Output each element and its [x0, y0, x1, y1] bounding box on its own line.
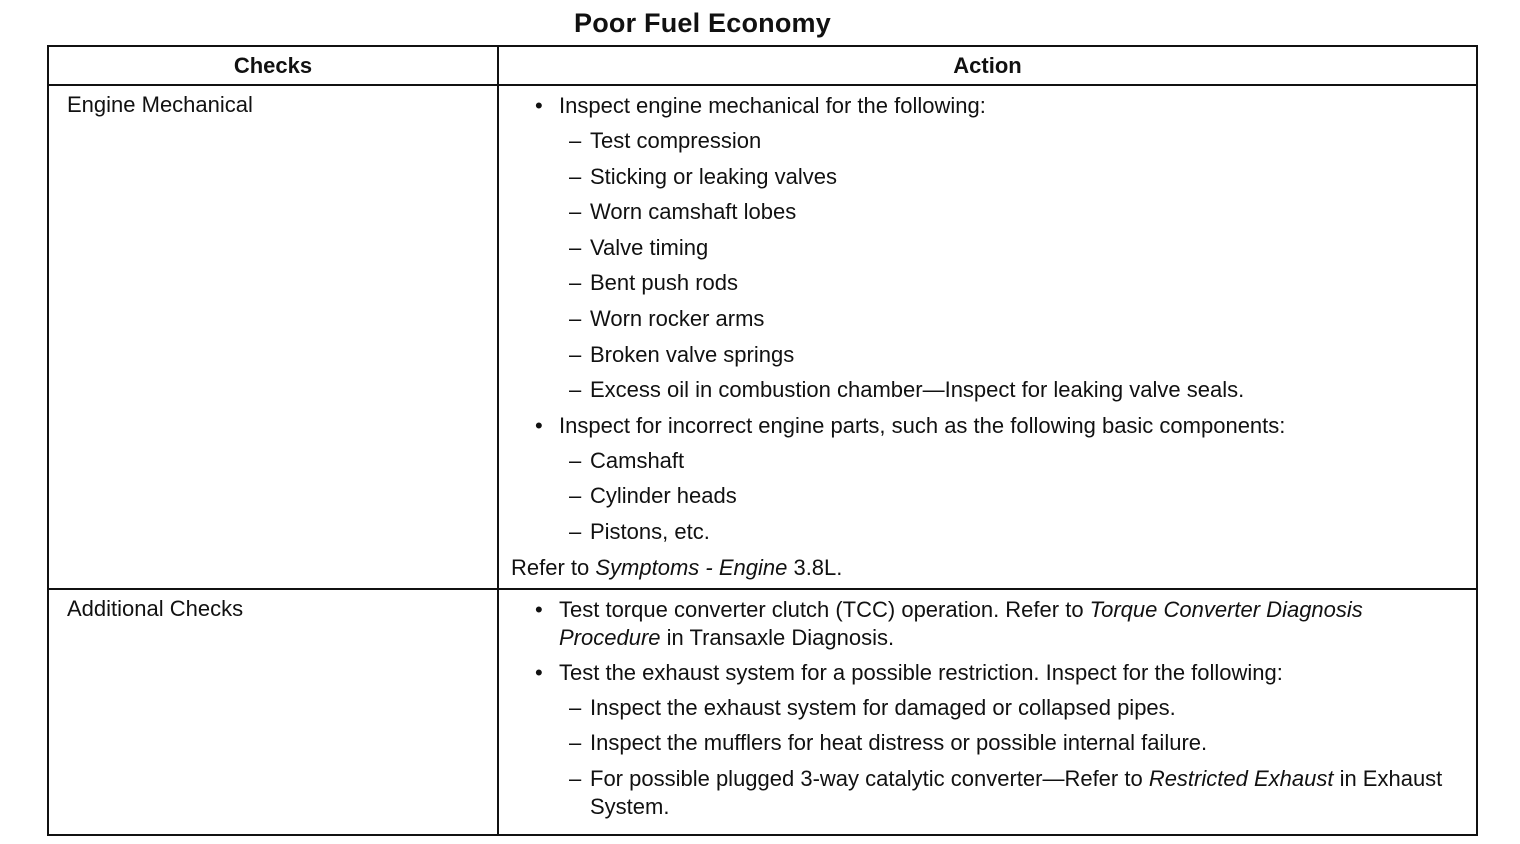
restricted-exhaust-reference: Restricted Exhaust — [1148, 765, 1334, 791]
check-cell — [48, 589, 498, 836]
tcc-diagnosis-reference: Torque Converter Diagnosis Procedure — [559, 596, 1363, 650]
action-sub-item: – Bent push rods — [511, 269, 1456, 297]
action-bullet: • Test the exhaust system for a possible restriction. Inspect for the following: — [511, 659, 1456, 687]
action-sub-item: – Sticking or leaking valves — [511, 163, 1456, 191]
checks-column-header: Checks — [48, 46, 498, 85]
catalytic-converter-text: For possible plugged 3-way catalytic converter—Refer to — [590, 765, 1149, 791]
action-cell — [498, 589, 1477, 836]
action-sub-item: – Worn rocker arms — [511, 305, 1456, 333]
action-column-header: Action — [498, 46, 1477, 85]
refer-suffix: 3.8L. — [787, 554, 843, 580]
table-row — [48, 589, 1477, 836]
refer-note — [511, 554, 1456, 582]
action-sub-item: – Inspect the mufflers for heat distress or possible internal failure. — [511, 729, 1456, 757]
catalytic-converter-suffix: in Exhaust System. — [590, 765, 1455, 819]
check-label: Engine Mechanical — [67, 92, 253, 117]
tcc-test-suffix: in Transaxle Diagnosis. — [660, 624, 895, 650]
action-bullet — [511, 596, 1456, 652]
action-sub-item: – Pistons, etc. — [511, 518, 1456, 546]
action-sub-item: – Cylinder heads — [511, 482, 1456, 510]
table-header-row — [48, 46, 1477, 85]
diagnosis-table — [47, 45, 1478, 836]
action-sub-item: – Worn camshaft lobes — [511, 198, 1456, 226]
action-sub-item: – Broken valve springs — [511, 341, 1456, 369]
action-sub-item: – Valve timing — [511, 234, 1456, 262]
check-cell — [48, 85, 498, 589]
page-title: Poor Fuel Economy — [574, 8, 831, 38]
symptoms-engine-reference: Symptoms - Engine — [595, 554, 788, 580]
table-row — [48, 85, 1477, 589]
action-cell — [498, 85, 1477, 589]
action-bullet: • Inspect for incorrect engine parts, such as the following basic components: — [511, 412, 1456, 440]
action-sub-item: – Camshaft — [511, 447, 1456, 475]
tcc-test-text: Test torque converter clutch (TCC) operation. Refer to — [559, 596, 1090, 622]
refer-prefix: Refer to — [511, 554, 596, 580]
action-sub-item — [511, 765, 1456, 821]
action-bullet: • Inspect engine mechanical for the following: — [511, 92, 1456, 120]
check-label: Additional Checks — [67, 595, 244, 621]
action-sub-item: – Excess oil in combustion chamber—Inspect for leaking valve seals. — [511, 376, 1456, 404]
action-sub-item: – Test compression — [511, 127, 1456, 155]
action-sub-item: – Inspect the exhaust system for damaged or collapsed pipes. — [511, 694, 1456, 722]
